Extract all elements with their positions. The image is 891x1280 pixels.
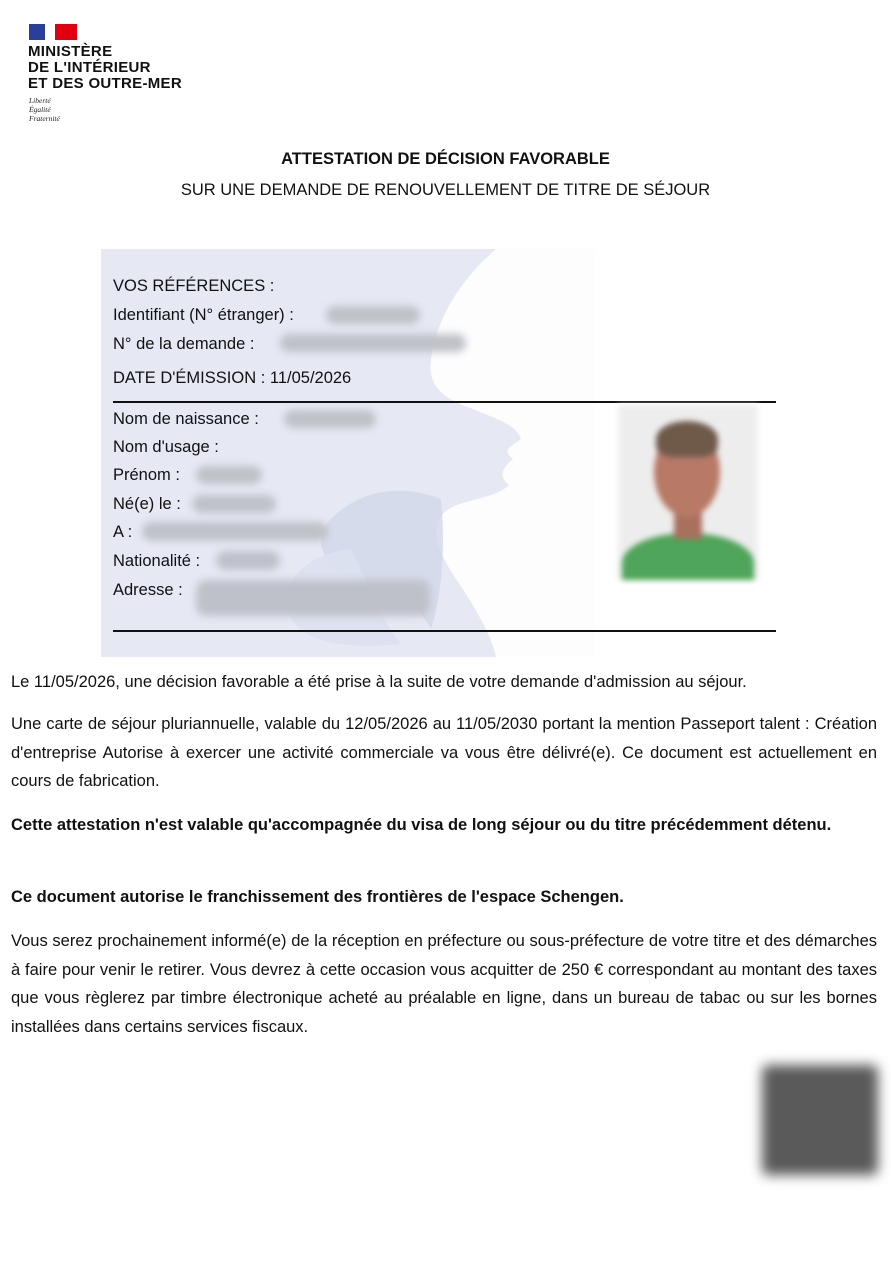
ministry-name-line-2: DE L'INTÉRIEUR [28,59,151,76]
nom-usage-label: Nom d'usage : [113,438,219,456]
retrieval-paragraph: Vous serez prochainement informé(e) de la réception en préfecture ou sous-préfecture de votre titre et des démarches à faire pour venir le retirer. Vous devrez à cette occasion vous acquitter de 250 € correspondant au montant des taxes que vous règlerez par timbre électronique acheté au préalable en ligne, dans un bureau de tabac ou sur les bornes installées dans certains services fiscaux. [11,932,877,1036]
emission-date-value: 11/05/2026 [269,369,352,387]
prenom-label: Prénom : [113,466,180,484]
adresse-redacted [196,580,430,616]
nom-naissance-label: Nom de naissance : [113,410,259,428]
document-title: ATTESTATION DE DÉCISION FAVORABLE [281,150,610,168]
lieu-naissance-redacted [142,522,328,541]
emission-date [113,368,351,388]
decision-paragraph: Le 11/05/2026, une décision favorable a été prise à la suite de votre demande d'admission au séjour. [11,673,747,691]
ne-le-label: Né(e) le : [113,495,181,513]
divider-bottom [113,630,776,632]
validity-notice: Cette attestation n'est valable qu'accompagnée du visa de long séjour ou du titre précédemment détenu. [11,816,832,834]
identifiant-label: Identifiant (N° étranger) : [113,306,294,324]
demande-label: N° de la demande : [113,335,255,353]
nationalite-redacted [216,551,280,570]
carte-sejour-paragraph: Une carte de séjour pluriannuelle, valable du 12/05/2026 au 11/05/2030 portant la mention Passeport talent : Création d'entreprise Autorise à exercer une activité commerciale va vous être délivré(e). Ce document est actuellement en cours de fabrication. [11,715,877,790]
nationalite-label: Nationalité : [113,552,201,570]
prenom-redacted [196,466,262,484]
identifiant-redacted [326,306,420,324]
nom-naissance-redacted [284,410,376,428]
references-heading: VOS RÉFÉRENCES : [113,277,275,295]
motto-egalite: Égalité [29,105,51,114]
motto-liberte: Liberté [29,96,51,105]
holder-photo [618,405,758,580]
french-flag-logo [29,24,77,40]
ministry-name-line-1: MINISTÈRE [28,43,113,60]
demande-redacted [280,334,466,352]
adresse-label: Adresse : [113,581,183,599]
motto-fraternite: Fraternité [29,114,60,123]
ministry-name-line-3: ET DES OUTRE-MER [28,75,182,92]
lieu-naissance-label: A : [113,523,133,541]
divider-top [113,401,776,403]
official-stamp-redacted [762,1065,878,1175]
ne-le-redacted [192,495,276,513]
document-subtitle: SUR UNE DEMANDE DE RENOUVELLEMENT DE TITRE DE SÉJOUR [180,181,711,199]
schengen-notice: Ce document autorise le franchissement des frontières de l'espace Schengen. [11,888,624,906]
emission-date-label: DATE D'ÉMISSION : [113,369,266,387]
